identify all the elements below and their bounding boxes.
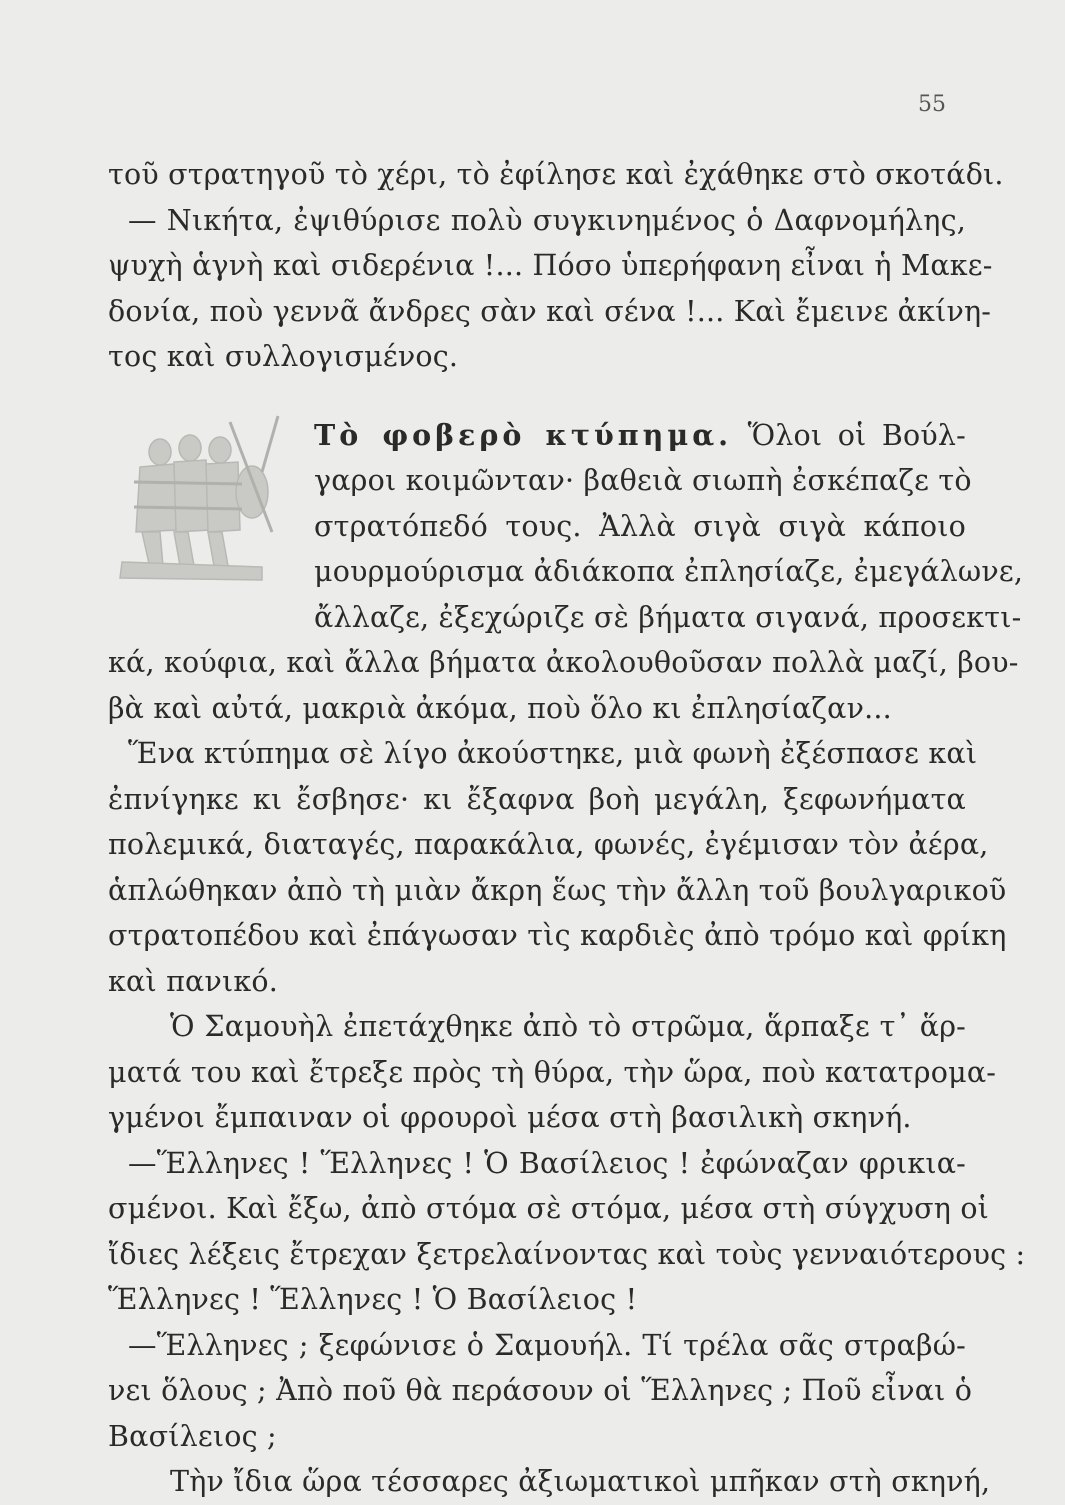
text-line: —Ἕλληνες ; ξεφώνισε ὁ Σαμουήλ. Τί τρέλα σᾶς στραβώ- <box>128 1328 966 1362</box>
text-line: κά, κούφια, καὶ ἄλλα βήματα ἀκολουθοῦσαν πολλὰ μαζί, βου- <box>108 646 1019 679</box>
text-line: ἴδιες λέξεις ἔτρεχαν ξετρελαίνοντας καὶ τοὺς γενναιότερους : <box>108 1237 1026 1271</box>
text-line: Ἕνα κτύπημα σὲ λίγο ἀκούστηκε, μιὰ φωνὴ ἐξέσπασε καὶ <box>128 737 978 770</box>
text-line: Ὁ Σαμουὴλ ἐπετάχθηκε ἀπὸ τὸ στρῶμα, ἅρπαξε τ᾽ ἅρ- <box>170 1010 966 1043</box>
text-line: βὰ καὶ αὐτά, μακριὰ ἀκόμα, ποὺ ὅλο κι ἐπλησίαζαν... <box>108 691 892 725</box>
text-line: ἐπνίγηκε κι ἔσβησε· κι ἔξαφνα βοὴ μεγάλη, ξεφωνήματα <box>108 782 966 816</box>
text-line: νει ὅλους ; Ἀπὸ ποῦ θὰ περάσουν οἱ Ἕλληνες ; Ποῦ εἶναι ὁ <box>108 1374 973 1407</box>
text-line: — Νικήτα, ἐψιθύρισε πολὺ συγκινημένος ὁ Δαφνομήλης, <box>128 203 966 237</box>
text-line: στρατόπεδό τους. Ἀλλὰ σιγὰ σιγὰ κάποιο <box>314 509 966 543</box>
text-line: ψυχὴ ἁγνὴ καὶ σιδερένια !... Πόσο ὑπερήφανη εἶναι ἡ Μακε- <box>108 249 993 282</box>
text-line: ματά του καὶ ἔτρεξε πρὸς τὴ θύρα, τὴν ὥρα, ποὺ κατατρομα- <box>108 1055 997 1089</box>
text-line: πολεμικά, διαταγές, παρακάλια, φωνές, ἐγέμισαν τὸν ἀέρα, <box>108 828 989 861</box>
text-line: τοῦ στρατηγοῦ τὸ χέρι, τὸ ἐφίλησε καὶ ἐχάθηκε στὸ σκοτάδι. <box>108 158 1004 191</box>
text-line: σμένοι. Καὶ ἔξω, ἀπὸ στόμα σὲ στόμα, μέσα στὴ σύγχυση οἱ <box>108 1192 990 1225</box>
page-number: 55 <box>918 92 946 117</box>
text-line: γμένοι ἔμπαιναν οἱ φρουροὶ μέσα στὴ βασιλικὴ σκηνή. <box>108 1101 912 1134</box>
text-line: καὶ πανικό. <box>108 964 278 998</box>
text-line: —Ἕλληνες ! Ἕλληνες ! Ὁ Βασίλειος ! ἐφώναζαν φρικια- <box>128 1146 966 1180</box>
text-line: Τὴν ἴδια ὥρα τέσσαρες ἀξιωματικοὶ μπῆκαν στὴ σκηνή, <box>170 1465 991 1498</box>
section-heading: Τὸ φοβερὸ κτύπημα. <box>314 417 733 452</box>
section-heading-rest: Ὅλοι οἱ Βούλ- <box>747 418 967 452</box>
text-line: Βασίλειος ; <box>108 1419 277 1453</box>
text-line: Ἕλληνες ! Ἕλληνες ! Ὁ Βασίλειος ! <box>108 1283 638 1316</box>
text-line: τος καὶ συλλογισμένος. <box>108 340 459 373</box>
text-line: γαροι κοιμῶνταν· βαθειὰ σιωπὴ ἐσκέπαζε τὸ <box>314 464 972 497</box>
page-text <box>108 152 1026 1505</box>
text-line: ἄλλαζε, ἐξεχώριζε σὲ βήματα σιγανά, προσεκτι- <box>314 600 1022 634</box>
section-heading-line <box>108 413 966 459</box>
text-line: δονία, ποὺ γεννᾶ ἄνδρες σὰν καὶ σένα !... Καὶ ἔμεινε ἀκίνη- <box>108 294 992 328</box>
text-line: στρατοπέδου καὶ ἐπάγωσαν τὶς καρδιὲς ἀπὸ τρόμο καὶ φρίκη <box>108 919 1007 952</box>
text-line: μουρμούρισμα ἀδιάκοπα ἐπλησίαζε, ἐμεγάλωνε, <box>314 555 1024 588</box>
text-line: ἁπλώθηκαν ἀπὸ τὴ μιὰν ἄκρη ἕως τὴν ἄλλη τοῦ βουλγαρικοῦ <box>108 873 1007 907</box>
